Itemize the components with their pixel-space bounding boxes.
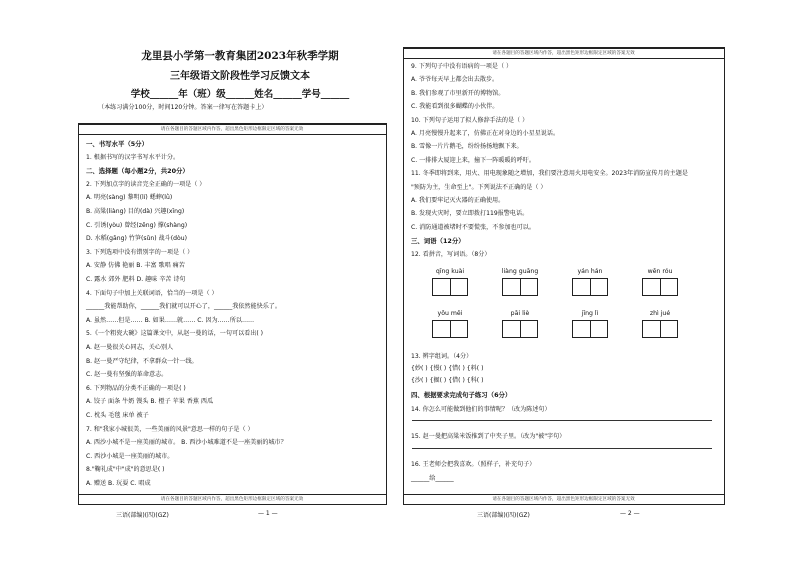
writing-cell[interactable] [643,279,661,295]
question-line: B. 雪像一片片鹅毛，纷纷扬扬地飘下来。 [411,143,523,151]
question-line: {妙( ) {慢( ) {惜( ) {料( ) [411,365,484,372]
question-line: 6. 下列物品的分类不正确的一项是( ) [86,384,186,392]
writing-grid-box[interactable] [572,278,608,296]
pinyin-label: zhì jué [649,310,671,317]
question-line: C. 引诱(yòu) 曾经(zēng) 撑(shàng) [86,221,188,229]
pinyin-label: wēn róu [647,268,673,275]
writing-grid-box[interactable] [502,320,538,338]
writing-cell[interactable] [433,321,451,337]
question-line: C. 消防通道被堵时不要慌张，不参加也可以。 [411,223,535,231]
question-line: C. 露水 郊外 肥料 D. 趣味 辛苦 诗句 [86,276,186,283]
left-top-notice: 请在各题目的答题区域内作答，超出黑色矩形边框限定区域的答案无效 [78,124,386,135]
exam-subtitle: 三年级语文阶段性学习反馈文本 [170,71,310,82]
right-bottom-notice: 请在各题目的答题区域内作答，超出黑色矩形边框限定区域的答案无效 [403,494,724,505]
section-heading: 四、根据要求完成句子练习（6分） [411,391,512,399]
right-footer-code: 三语(部编)(四)(GZ) [477,512,530,519]
writing-cell[interactable] [503,321,521,337]
writing-cell[interactable] [573,321,591,337]
question-line: 9. 下列句子中没有语病的一项是（ ） [411,63,513,70]
question-line: C. 枕头 毛毯 床单 被子 [86,412,149,419]
question-line: A. 饺子 面条 牛奶 馒头 B. 橙子 苹果 香蕉 西瓜 [86,398,214,406]
section-heading: 二、选择题（每小题2分，共20分） [86,167,189,176]
writing-cell[interactable] [591,321,608,337]
student-info-line: 学校______年（班）级______姓名______学号______ [130,89,350,100]
writing-grid-box[interactable] [642,278,678,296]
question-line: B. 发现火灾时，要立即拨打119报警电话。 [411,210,529,218]
question-line: C. 赵一曼有坚强的革命意志。 [86,371,168,379]
left-footer-code: 三语(部编)(四)(GZ) [116,512,169,519]
writing-grid-box[interactable] [432,320,468,338]
exam-title: 龙里县小学第一教育集团2023年秋季学期 [141,50,339,62]
question-line: 15. 赵一曼把高粱米饭推到了中夹子里。（改为"被"字句） [411,433,566,440]
writing-grid-box[interactable] [642,320,678,338]
question-line: A. 明亮(sàng) 黎明(lí) 蟋蟀(lǜ) [86,194,173,202]
section-heading: 三、词语（12分） [411,237,465,246]
question-line: D. 水稻(gāng) 竹笋(sǔn) 战斗(dòu) [86,235,187,243]
pinyin-label: yán hán [577,268,603,275]
question-line: 4. 下面句子中加上关联词语，恰当的一项是（ ） [86,289,218,297]
question-line: A. 虽然……但是…… B. 如果……就…… C. 因为……所以…… [86,316,255,324]
question-line: B. 高粱(liàng) 目的(dà) 兴趣(xīng) [86,208,185,215]
writing-grid-box[interactable] [432,278,468,296]
question-line: 5.《一个粗瓷大碗》这篇课文中，从赵一曼的话，一句可以看出( ) [86,330,264,338]
writing-grid-box[interactable] [572,320,608,338]
pinyin-label: yōu měi [437,310,463,317]
writing-cell[interactable] [521,279,538,295]
question-line: 1. 根据书写的汉字书写水平计分。 [86,153,180,161]
question-line: 7. 和"我家小城很美，一些美丽的风景"意思一样的句子是（ ） [86,425,254,433]
question-line: C. 我能看到很多蝴蝶的小伙伴。 [411,103,499,111]
question-line: B. 我们参观了市里新开的博物馆。 [411,89,505,97]
question-line: 8."鞠礼成"中"成"的意思是( ) [86,466,165,474]
writing-cell[interactable] [451,321,468,337]
writing-grid-box[interactable] [502,278,538,296]
question-line: 11. 冬季即将到来，用火、用电现象随之增加，我们要注意用火用电安全。2023年消防宣传月的主题是 [411,170,688,178]
question-line: A. 西沙小城不是一座美丽的城市。 B. 西沙小城难道不是一座美丽的城市？ [86,439,287,447]
question-line: {沙( ) {掘( ) {借( ) {科( ) [411,377,484,384]
right-top-notice: 请在各题目的答题区域内作答，超出黑色矩形边框限定区域的答案无效 [403,48,724,59]
pinyin-label: jīng lì [581,310,599,317]
question-line: "预防为主，生命至上"。下列说法不正确的是（ ） [411,183,547,191]
question-line: 14. 你怎么可能做到他们的事情呢？（改为陈述句） [411,406,551,413]
question-line: B. 赵一曼严守纪律，不拿群众一针一线。 [86,357,198,365]
writing-cell[interactable] [661,321,678,337]
question-line: ______给______ [411,475,454,482]
question-line: A. 安静 仿佛 艳丽 B. 丰富 歌唱 痛苦 [86,262,185,270]
left-bottom-notice: 请在各题目的答题区域内作答，超出黑色矩形边框限定区域的答案无效 [78,494,386,505]
question-line: 13. 辨字组词。（4分） [411,353,473,360]
question-line: A. 月亮慢慢升起来了，仿佛正在对身边的小星星说话。 [411,130,560,137]
writing-cell[interactable] [521,321,538,337]
writing-cell[interactable] [451,279,468,295]
question-line: A. 我们要牢记灭火器的正确使用。 [411,197,505,204]
question-line: 12. 看拼音，写词语。（8分） [411,250,491,258]
answer-line-15[interactable] [412,448,712,449]
writing-cell[interactable] [503,279,521,295]
question-line: C. 西沙小城是一座美丽的城市。 [86,452,174,460]
question-line: 10. 下列句子运用了拟人修辞手法的是（ ） [411,116,529,124]
question-line: A. 爷爷每天早上都会出去散步。 [411,76,499,84]
question-line: ______我能帮助你，______我们就可以开心了，______我依然能快乐了。 [86,303,281,311]
question-line: 3. 下列选项中没有错别字的一项是（ ） [86,248,194,256]
right-page-number: — 2 — [620,510,640,517]
question-line: 2. 下列加点字的读音完全正确的一项是（ ） [86,180,206,188]
section-heading: 一、书写水平（5分） [86,140,148,148]
pinyin-label: pāi liè [510,310,530,317]
pinyin-label: qīng kuài [435,268,465,275]
question-line: A. 赠送 B. 玩耍 C. 唱成 [86,480,151,487]
writing-cell[interactable] [643,321,661,337]
writing-cell[interactable] [573,279,591,295]
answer-line-14[interactable] [412,420,712,421]
writing-cell[interactable] [661,279,678,295]
writing-cell[interactable] [591,279,608,295]
question-line: A. 赵一曼很关心同志，关心别人 [86,344,174,351]
question-line: 16. 王老师会把我喜欢。（照样子，补充句子） [411,461,536,468]
left-page-number: — 1 — [258,510,278,517]
question-line: C. 一排排大厦迎上来，撞下一阵暖暖的呼吁。 [411,156,535,164]
writing-cell[interactable] [433,279,451,295]
pinyin-label: liàng guāng [501,268,539,275]
exam-note: （本练习满分100分，时间120分钟。答案一律写在答题卡上） [98,104,268,111]
